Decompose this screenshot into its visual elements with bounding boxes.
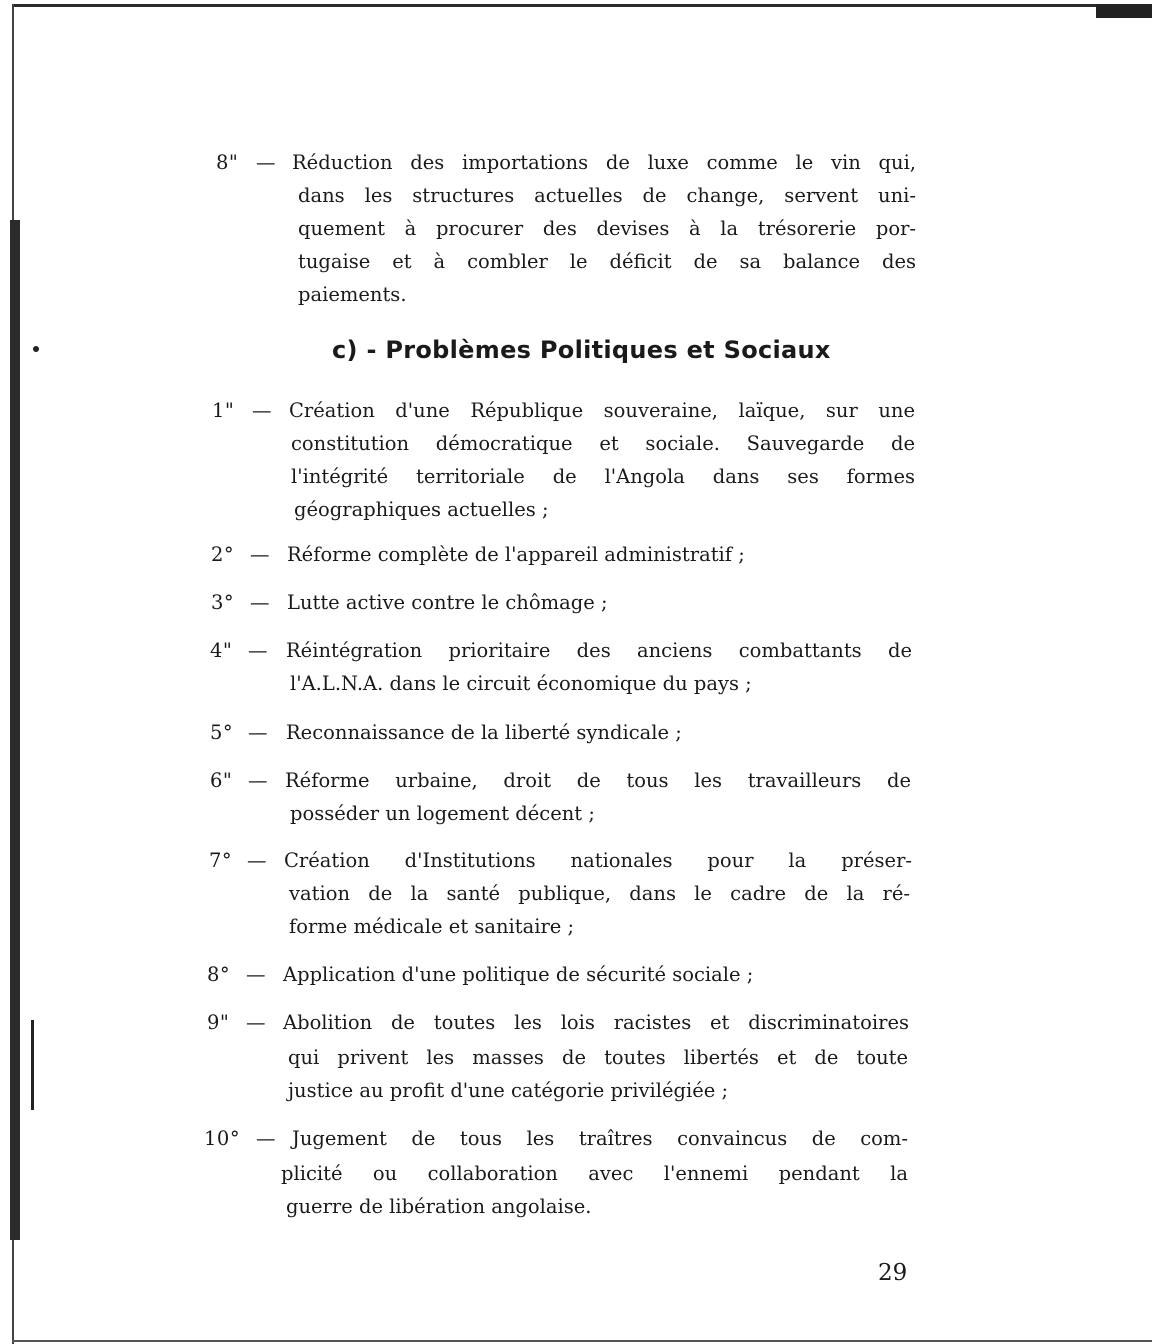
item-dash: — xyxy=(252,399,272,422)
text-line: l'A.L.N.A. dans le circuit économique du pays ; xyxy=(290,672,752,695)
text-line: Réduction des importations de luxe comme le vin qui, xyxy=(292,151,916,174)
text-line: qui privent les masses de toutes libertés et de toute xyxy=(288,1046,908,1069)
item-dash: — xyxy=(248,721,268,744)
item-dash: — xyxy=(248,769,268,792)
text-line: posséder un logement décent ; xyxy=(290,802,595,825)
item-number: 7° xyxy=(209,849,233,872)
item-number: 5° xyxy=(210,721,234,744)
text-line: Lutte active contre le chômage ; xyxy=(287,591,608,614)
page-edge-bottom xyxy=(12,1340,1152,1342)
page-edge-tab xyxy=(1096,4,1152,18)
item-number: 10° xyxy=(204,1127,241,1150)
text-line: constitution démocratique et sociale. Sauvegarde de xyxy=(291,432,915,455)
text-line: Reconnaissance de la liberté syndicale ; xyxy=(286,721,682,744)
section-heading: c) - Problèmes Politiques et Sociaux xyxy=(332,336,831,364)
text-line: Abolition de toutes les lois racistes et discriminatoires xyxy=(283,1011,909,1034)
text-line: Jugement de tous les traîtres convaincus de com- xyxy=(292,1127,908,1150)
text-line: plicité ou collaboration avec l'ennemi pendant la xyxy=(281,1162,908,1185)
text-line: quement à procurer des devises à la trésorerie por- xyxy=(298,217,916,240)
text-line: tugaise et à combler le déficit de sa balance des xyxy=(298,250,916,273)
item-dash: — xyxy=(246,1011,266,1034)
text-line: Création d'une République souveraine, laïque, sur une xyxy=(289,399,915,422)
text-line: forme médicale et sanitaire ; xyxy=(289,915,575,938)
page-number: 29 xyxy=(878,1260,908,1286)
text-line: Application d'une politique de sécurité sociale ; xyxy=(283,963,754,986)
item-number: 8" xyxy=(216,151,239,174)
item-dash: — xyxy=(256,1127,276,1150)
text-line: Réintégration prioritaire des anciens combattants de xyxy=(286,639,912,662)
text-line: paiements. xyxy=(298,283,407,306)
text-line: géographiques actuelles ; xyxy=(294,498,549,521)
scan-speck xyxy=(33,346,39,352)
text-line: Réforme urbaine, droit de tous les travailleurs de xyxy=(285,769,911,792)
item-dash: — xyxy=(248,639,268,662)
item-number: 4" xyxy=(210,639,233,662)
text-line: Réforme complète de l'appareil administratif ; xyxy=(287,543,745,566)
item-number: 6" xyxy=(210,769,233,792)
item-number: 3° xyxy=(211,591,235,614)
item-number: 1" xyxy=(212,399,235,422)
text-line: Création d'Institutions nationales pour la préser- xyxy=(284,849,912,872)
text-line: l'intégrité territoriale de l'Angola dans ses formes xyxy=(291,465,915,488)
text-line: justice au profit d'une catégorie privilégiée ; xyxy=(288,1079,729,1102)
item-dash: — xyxy=(247,849,267,872)
item-number: 2° xyxy=(211,543,235,566)
item-number: 9" xyxy=(207,1011,230,1034)
item-dash: — xyxy=(250,591,270,614)
item-dash: — xyxy=(250,543,270,566)
page-edge-top xyxy=(12,4,1152,7)
item-dash: — xyxy=(256,151,276,174)
scan-mark xyxy=(31,1020,34,1110)
binding-shadow xyxy=(10,220,20,1240)
item-number: 8° xyxy=(207,963,231,986)
text-line: dans les structures actuelles de change, servent uni- xyxy=(298,184,916,207)
item-dash: — xyxy=(246,963,266,986)
text-line: vation de la santé publique, dans le cadre de la ré- xyxy=(289,882,910,905)
text-line: guerre de libération angolaise. xyxy=(286,1195,592,1218)
